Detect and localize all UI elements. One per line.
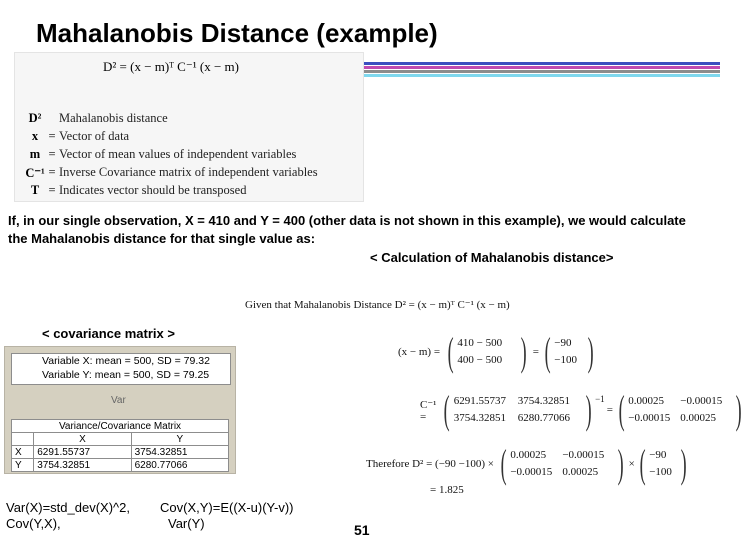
definition-text: Inverse Covariance matrix of independent variables	[59, 165, 318, 179]
definition-symbol: x	[31, 129, 39, 143]
variance-note-line: Var(X)=std_dev(X)^2,	[6, 500, 130, 515]
given-formula: Given that Mahalanobis Distance D² = (x − m)ᵀ C⁻¹ (x − m)	[245, 299, 510, 311]
right-bracket: )	[587, 329, 594, 374]
definition-row	[15, 165, 363, 182]
table-cell: 3754.32851	[34, 459, 131, 472]
variable-summary	[11, 353, 231, 385]
matrix-cell: 3754.32851	[517, 395, 571, 407]
therefore-vector	[649, 447, 677, 481]
left-bracket: (	[447, 329, 454, 374]
definition-box	[14, 52, 364, 202]
accent-bar-magenta	[362, 66, 720, 69]
page-number: 51	[354, 522, 370, 538]
definition-row	[15, 183, 363, 200]
table-cell: Y	[12, 459, 34, 472]
covariance-note-line: Cov(X,Y)=E((X-u)(Y-v))	[160, 500, 294, 515]
definition-text: Mahalanobis distance	[59, 111, 168, 125]
right-bracket: )	[521, 329, 528, 374]
matrix-cell: −100	[554, 354, 577, 366]
matrix-cell: 0.00025	[628, 395, 664, 407]
accent-bar-gray	[362, 70, 720, 73]
definition-formula: D² = (x − m)ᵀ C⁻¹ (x − m)	[103, 59, 239, 74]
covariance-caption: < covariance matrix >	[42, 326, 175, 341]
table-row	[12, 446, 229, 459]
matrix-cell: 410 − 500	[457, 337, 503, 349]
covariance-table	[11, 419, 229, 472]
variable-y-summary: Variable Y: mean = 500, SD = 79.25	[42, 369, 210, 381]
inverse-exponent: −1	[595, 394, 605, 404]
table-cell: X	[12, 446, 34, 459]
definition-row	[15, 147, 363, 164]
accent-bar-blue	[362, 62, 720, 65]
matrix-cell: 400 − 500	[457, 354, 503, 366]
right-bracket: )	[617, 441, 624, 486]
covariance-panel	[4, 346, 236, 474]
cinv-right-matrix	[628, 393, 732, 427]
covariance-note-line: Var(Y)	[168, 516, 205, 531]
accent-bars	[362, 62, 720, 78]
left-bracket: (	[618, 387, 625, 432]
definition-symbol: T	[30, 183, 40, 197]
matrix-cell: 0.00025	[510, 449, 547, 461]
definition-symbol: C⁻¹	[25, 166, 45, 180]
matrix-cell: −0.00015	[510, 466, 553, 478]
matrix-cell: −90	[554, 337, 572, 349]
table-cell: 3754.32851	[131, 446, 228, 459]
therefore-equation: Therefore D² = (−90 −100) × ( 0.00025 −0.00015 −0.00015 0.00025 ) × ( −90 −100 )	[366, 441, 687, 486]
xm-label: (x − m) =	[398, 346, 441, 358]
table-header-cell: X	[34, 433, 131, 446]
table-header-cell: Y	[131, 433, 228, 446]
right-bracket: )	[735, 387, 742, 432]
definition-text: Vector of data	[59, 129, 130, 143]
matrix-cell: −100	[649, 466, 672, 478]
definition-symbol: m	[29, 147, 41, 161]
left-bracket: (	[500, 441, 507, 486]
cinv-equation: C⁻¹ = ( 6291.55737 3754.32851 3754.32851 6280.77066 ) $^{-1}$ = ( 0.00025 −0.00015 −0.00015 0.00025 )	[420, 387, 742, 432]
definition-text: Vector of mean values of independent variables	[59, 147, 297, 161]
definition-row	[15, 129, 363, 146]
matrix-cell: 6291.55737	[453, 395, 507, 407]
definition-row	[15, 111, 363, 128]
definition-symbol: D²	[28, 111, 42, 125]
matrix-cell: −0.00015	[680, 395, 723, 407]
variance-note	[6, 500, 130, 532]
left-bracket: (	[544, 329, 551, 374]
table-cell: 6280.77066	[131, 459, 228, 472]
covariance-table-title: Variance/Covariance Matrix	[12, 420, 229, 433]
left-bracket: (	[639, 441, 646, 486]
right-bracket: )	[585, 387, 592, 432]
variance-note-line: Cov(Y,X),	[6, 516, 61, 531]
table-row	[12, 433, 229, 446]
xm-left-vector	[457, 335, 517, 369]
accent-bar-cyan	[362, 74, 720, 77]
cinv-label: C⁻¹ =	[420, 398, 437, 423]
matrix-cell: −0.00015	[562, 449, 605, 461]
therefore-label: Therefore D² = (−90 −100) ×	[366, 458, 494, 470]
table-row	[12, 459, 229, 472]
matrix-cell: 0.00025	[562, 466, 599, 478]
therefore-matrix	[510, 447, 614, 481]
xm-equation: (x − m) = ( 410 − 500 400 − 500 ) = ( −90 −100 )	[398, 329, 594, 374]
definition-equals: =	[48, 129, 56, 143]
definition-text: Indicates vector should be transposed	[59, 183, 247, 197]
var-label: Var	[111, 395, 126, 406]
matrix-cell: −0.00015	[628, 412, 671, 424]
matrix-cell: 0.00025	[680, 412, 716, 424]
table-cell: 6291.55737	[34, 446, 131, 459]
xm-right-vector	[554, 335, 584, 369]
definition-equals: =	[48, 147, 56, 161]
calculation-caption: < Calculation of Mahalanobis distance>	[370, 250, 614, 265]
slide-title: Mahalanobis Distance (example)	[36, 18, 438, 48]
example-paragraph: If, in our single observation, X = 410 and Y = 400 (other data is not shown in this example), we would calculate the Mahalanobis distance for that single value as:	[8, 213, 686, 246]
matrix-cell: 3754.32851	[453, 412, 507, 424]
covariance-note	[160, 500, 294, 532]
matrix-cell: 6280.77066	[517, 412, 571, 424]
cinv-left-matrix	[454, 393, 582, 427]
right-bracket: )	[680, 441, 687, 486]
result-value: = 1.825	[430, 484, 464, 496]
definition-equals: =	[48, 183, 56, 197]
variable-x-summary: Variable X: mean = 500, SD = 79.32	[42, 355, 210, 367]
left-bracket: (	[444, 387, 451, 432]
matrix-cell: −90	[649, 449, 667, 461]
table-header-cell	[12, 433, 34, 446]
definition-equals: =	[48, 165, 56, 179]
